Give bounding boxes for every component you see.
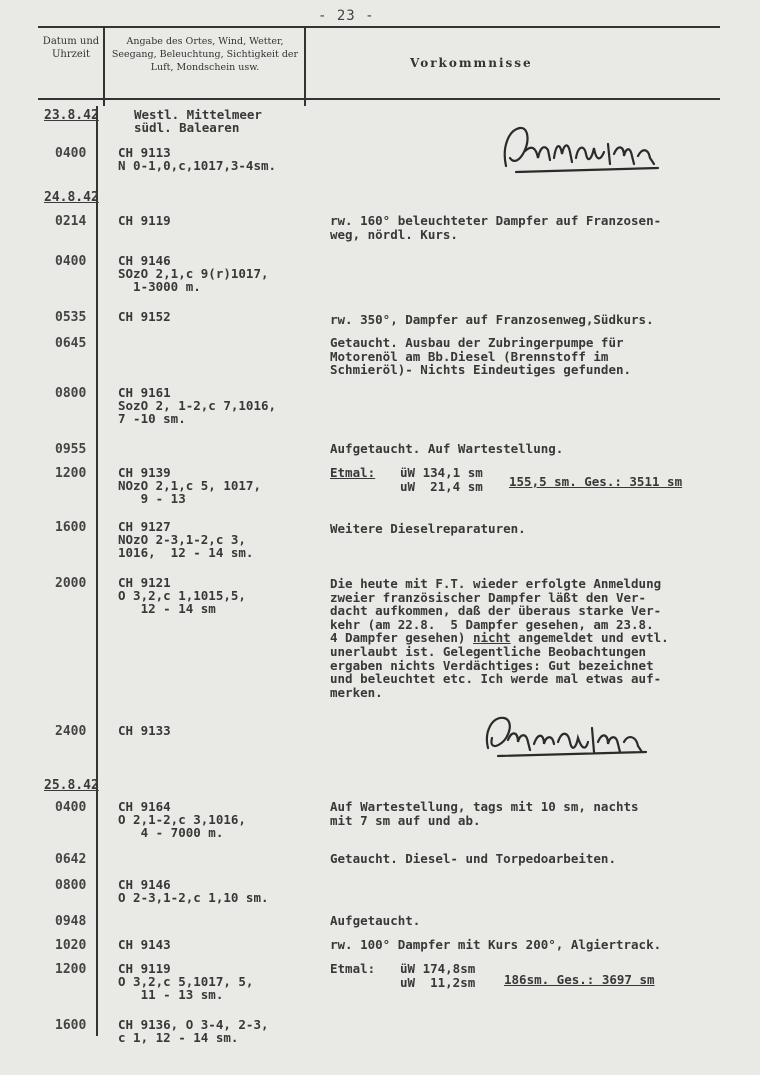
signature: [498, 118, 668, 184]
place-entry: CH 9121 O 3,2,c 1,1015,5, 12 - 14 sm: [118, 575, 246, 616]
time-entry: 0535: [55, 310, 87, 325]
time-entry: 0948: [55, 914, 87, 929]
etmal-label: Etmal:: [330, 465, 376, 480]
event-entry: rw. 160° beleuchteter Dampfer auf Franzosen- weg, nördl. Kurs.: [330, 213, 662, 242]
place-entry: CH 9119: [118, 213, 171, 228]
time-entry: 0955: [55, 442, 87, 457]
place-entry: CH 9146 O 2-3,1-2,c 1,10 sm.: [118, 877, 269, 905]
time-entry: 2000: [55, 576, 87, 591]
event-entry: Weitere Dieselreparaturen.: [330, 521, 526, 536]
place-entry: CH 9146 SOzO 2,1,c 9(r)1017, 1-3000 m.: [118, 253, 269, 294]
place-entry: CH 9119 O 3,2,c 5,1017, 5, 11 - 13 sm.: [118, 961, 254, 1002]
place-entry: CH 9161 SozO 2, 1-2,c 7,1016, 7 -10 sm.: [118, 385, 277, 426]
time-entry: 1020: [55, 938, 87, 953]
event-entry: [330, 577, 669, 699]
event-text: angemeldet und evtl. unerlaubt ist. Gelegentliche Beobachtungen ergaben nichts Verdächtiges: Gut bezeichnet und beleuchtet etc. Ich werde mal etwas auf- merken.: [330, 630, 669, 700]
event-entry: rw. 100° Dampfer mit Kurs 200°, Algiertrack.: [330, 937, 662, 952]
column-divider-main: [96, 106, 98, 1036]
place-entry: CH 9139 NOzO 2,1,c 5, 1017, 9 - 13: [118, 465, 261, 506]
place-entry: CH 9136, O 3-4, 2-3, c 1, 12 - 14 sm.: [118, 1017, 269, 1045]
event-text: Die heute mit F.T. wieder erfolgte Anmeldung zweier französischer Dampfer läßt den Ver- dacht aufkommen, daß der überaus starke Ver- kehr (am 22.8. 5 Dampfer gesehen, am 23.8. 4 Dampfer gesehen): [330, 576, 662, 646]
column-divider-2: [304, 26, 306, 106]
time-entry: 1600: [55, 520, 87, 535]
event-entry: Getaucht. Diesel- und Torpedoarbeiten.: [330, 851, 616, 866]
place-entry: CH 9133: [118, 723, 171, 738]
event-entry: rw. 350°, Dampfer auf Franzosenweg,Südkurs.: [330, 312, 654, 327]
time-entry: 0800: [55, 878, 87, 893]
event-entry: Aufgetaucht. Auf Wartestellung.: [330, 441, 564, 456]
etmal-total: 186sm. Ges.: 3697 sm: [504, 972, 655, 987]
time-entry: 2400: [55, 724, 87, 739]
etmal-label: Etmal:: [330, 961, 376, 976]
page-number: - 23 -: [318, 8, 375, 24]
place-entry: CH 9143: [118, 937, 171, 952]
place-entry: CH 9127 NOzO 2-3,1-2,c 3, 1016, 12 - 14 sm.: [118, 519, 254, 560]
place-entry: Westl. Mittelmeer südl. Balearen: [134, 107, 262, 135]
time-entry: 1600: [55, 1018, 87, 1033]
etmal-lines: üW 174,8sm uW 11,2sm: [400, 961, 476, 990]
event-emphasis: nicht: [473, 630, 511, 646]
event-entry: Getaucht. Ausbau der Zubringerpumpe für Motorenöl am Bb.Diesel (Brennstoff im Schmieröl)- Nichts Eindeutiges gefunden.: [330, 335, 632, 378]
header-datum: Datum und Uhrzeit: [42, 36, 100, 60]
time-entry: 0400: [55, 254, 87, 269]
time-entry: 0214: [55, 214, 87, 229]
event-entry: Aufgetaucht.: [330, 913, 421, 928]
date-entry: 23.8.42: [44, 108, 99, 123]
column-divider-1: [103, 26, 105, 106]
time-entry: 0645: [55, 336, 87, 351]
etmal-total: 155,5 sm. Ges.: 3511 sm: [509, 474, 683, 489]
etmal-lines: üW 134,1 sm uW 21,4 sm: [400, 465, 483, 494]
date-entry: 24.8.42: [44, 190, 99, 205]
place-entry: CH 9164 O 2,1-2,c 3,1016, 4 - 7000 m.: [118, 799, 246, 840]
time-entry: 0642: [55, 852, 87, 867]
header-vorkommnisse: Vorkommnisse: [410, 56, 533, 70]
time-entry: 1200: [55, 466, 87, 481]
time-entry: 0800: [55, 386, 87, 401]
time-entry: 1200: [55, 962, 87, 977]
place-entry: CH 9113 N 0-1,0,c,1017,3-4sm.: [118, 145, 277, 173]
header-rule: [38, 98, 720, 100]
time-entry: 0400: [55, 800, 87, 815]
place-entry: CH 9152: [118, 309, 171, 324]
top-rule: [38, 26, 720, 28]
event-entry: Auf Wartestellung, tags mit 10 sm, nachts mit 7 sm auf und ab.: [330, 799, 639, 828]
date-entry: 25.8.42: [44, 778, 99, 793]
header-angabe: Angabe des Ortes, Wind, Wetter, Seegang, Beleuchtung, Sichtigkeit der Luft, Mondschein usw.: [111, 36, 299, 73]
time-entry: 0400: [55, 146, 87, 161]
signature: [478, 708, 658, 764]
